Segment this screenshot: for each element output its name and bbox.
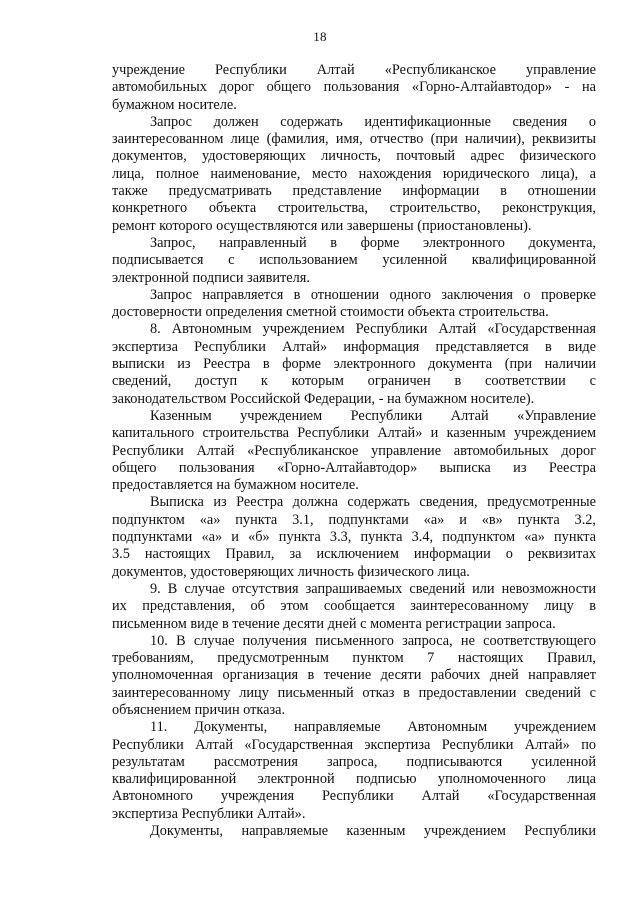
paragraph: [112, 633, 596, 719]
text-line: подпунктом «а» пункта 3.1, подпунктами «а» и «в» пункта 3.2,: [112, 511, 596, 528]
text-line: общего пользования «Горно-Алтайавтодор» выписка из Реестра: [112, 459, 596, 476]
text-line: предоставляется на бумажном носителе.: [112, 477, 359, 494]
text-line: заинтересованному лицу письменный отказ в предоставлении сведений с: [112, 684, 596, 701]
text-line: их представления, об этом сообщается заинтересованному лицу в: [112, 598, 596, 615]
text-line: 9. В случае отсутствия запрашиваемых сведений или невозможности: [150, 580, 596, 597]
paragraph: [112, 235, 596, 287]
text-line: Казенным учреждением Республики Алтай «Управление: [150, 407, 596, 424]
text-line: 11. Документы, направляемые Автономным учреждением: [150, 719, 596, 736]
document-body: [112, 62, 596, 840]
paragraph: [112, 321, 596, 407]
paragraph: [112, 114, 596, 235]
text-line: письменном виде в течение десяти дней с момента регистрации запроса.: [112, 615, 556, 632]
text-line: выписки из Реестра в форме электронного документа (при наличии: [112, 356, 596, 373]
paragraph: [112, 719, 596, 823]
text-line: Запрос направляется в отношении одного заключения о проверке: [150, 286, 596, 303]
text-line: учреждение Республики Алтай «Республиканское управление: [112, 62, 596, 78]
text-line: экспертиза Республики Алтай» информация представляется в виде: [112, 338, 596, 355]
text-line: Документы, направляемые казенным учреждением Республики: [150, 823, 596, 840]
text-line: Республики Алтай «Государственная экспертиза Республики Алтай» по: [112, 736, 596, 753]
text-line: также предусматривать представление информации в отношении: [112, 183, 596, 200]
paragraph: [112, 823, 596, 840]
text-line: сведений, доступ к которым ограничен в соответствии с: [112, 373, 596, 390]
text-line: документов, удостоверяющих личность, почтовый адрес физического: [112, 148, 596, 165]
paragraph: [112, 62, 596, 114]
text-line: конкретного объекта строительства, строительство, реконструкция,: [112, 200, 596, 217]
text-line: заинтересованном лице (фамилия, имя, отчество (при наличии), реквизиты: [112, 131, 596, 148]
text-line: квалифицированной электронной подписью уполномоченного лица: [112, 771, 596, 788]
text-line: Запрос, направленный в форме электронного документа,: [150, 234, 596, 251]
text-line: подписывается с использованием усиленной квалифицированной: [112, 252, 596, 269]
text-line: капитального строительства Республики Алтай» и казенным учреждением: [112, 425, 596, 442]
text-line: электронной подписи заявителя.: [112, 269, 310, 286]
text-line: подпунктами «а» и «б» пункта 3.3, пункта 3.4, подпунктом «а» пункта: [112, 529, 596, 546]
text-line: Запрос должен содержать идентификационные сведения о: [150, 113, 596, 130]
paragraph: [112, 494, 596, 580]
text-line: Автономного учреждения Республики Алтай «Государственная: [112, 788, 596, 805]
text-line: лица, полное наименование, место нахождения юридического лица), а: [112, 165, 596, 182]
text-line: 3.5 настоящих Правил, за исключением информации о реквизитах: [112, 546, 596, 563]
text-line: документов, удостоверяющих личность физического лица.: [112, 563, 470, 580]
text-line: автомобильных дорог общего пользования «Горно-Алтайавтодор» - на: [112, 79, 596, 96]
text-line: 10. В случае получения письменного запроса, не соответствующего: [150, 632, 596, 649]
text-line: 8. Автономным учреждением Республики Алтай «Государственная: [150, 321, 596, 338]
paragraph: [112, 408, 596, 494]
text-line: Выписка из Реестра должна содержать сведения, предусмотренные: [150, 494, 596, 511]
paragraph: [112, 581, 596, 633]
text-line: результатам рассмотрения запроса, подписываются усиленной: [112, 753, 596, 770]
text-line: бумажном носителе.: [112, 96, 237, 113]
text-line: ремонт которого осуществляются или завершены (приостановлены).: [112, 217, 532, 234]
text-line: объяснением причин отказа.: [112, 701, 286, 718]
text-line: достоверности определения сметной стоимости объекта строительства.: [112, 304, 549, 321]
text-line: Республики Алтай «Республиканское управление автомобильных дорог: [112, 442, 596, 459]
text-line: экспертиза Республики Алтай».: [112, 805, 306, 822]
text-line: законодательством Российской Федерации, - на бумажном носителе).: [112, 390, 535, 407]
page-number: 18: [313, 29, 327, 44]
text-line: требованиям, предусмотренным пунктом 7 настоящих Правил,: [112, 650, 596, 667]
text-line: уполномоченная организация в течение десяти рабочих дней направляет: [112, 667, 596, 684]
paragraph: [112, 287, 596, 322]
